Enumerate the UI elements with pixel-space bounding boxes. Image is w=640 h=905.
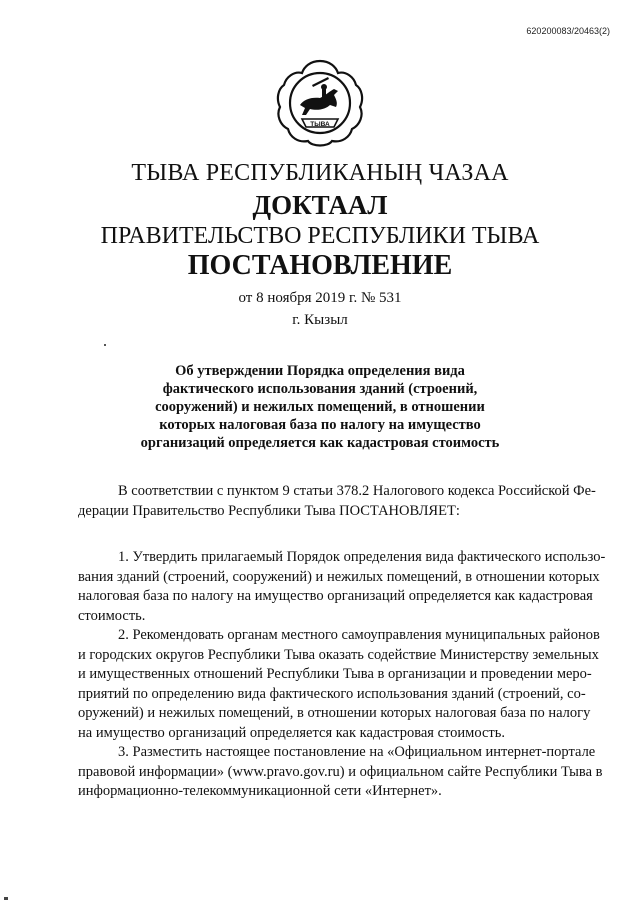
preamble-line: дерации Правительство Республики Тыва ПОСТАНОВЛЯЕТ: xyxy=(78,502,460,519)
item-3-paragraph xyxy=(78,743,603,802)
title-line: Об утверждении Порядка определения вида xyxy=(175,363,465,379)
heading-resolution: ПОСТАНОВЛЕНИЕ xyxy=(187,250,453,281)
item-line: 1. Утвердить прилагаемый Порядок определения вида фактического использо- xyxy=(118,549,606,565)
item-line: оружений) и нежилых помещений, в отношении которых налоговая база по налогу xyxy=(78,705,591,721)
scan-edge-mark xyxy=(4,897,8,900)
item-line: информационно-телекоммуникационной сети «Интернет». xyxy=(78,783,442,799)
item-line: 3. Разместить настоящее постановление на «Официальном интернет-портале xyxy=(118,744,596,760)
scan-speck xyxy=(104,344,106,346)
item-1-paragraph xyxy=(78,548,606,626)
item-line: правовой информации» (www.pravo.gov.ru) и официальном сайте Республики Тыва в xyxy=(78,763,603,780)
document-title xyxy=(140,362,500,452)
item-2-paragraph xyxy=(78,626,600,743)
preamble-line: В соответствии с пунктом 9 статьи 378.2 Налогового кодекса Российской Фе- xyxy=(118,483,596,499)
tyva-emblem-icon xyxy=(272,55,368,151)
title-line: организаций определяется как кадастровая стоимость xyxy=(140,435,500,451)
title-line: сооружений) и нежилых помещений, в отношении xyxy=(155,399,485,415)
item-line: 2. Рекомендовать органам местного самоуправления муниципальных районов xyxy=(118,627,600,643)
document-city: г. Кызыл xyxy=(292,312,348,328)
document-id: 620200083/20463(2) xyxy=(526,26,610,36)
heading-doktaal: ДОКТААЛ xyxy=(252,190,388,220)
document-date: от 8 ноября 2019 г. № 531 xyxy=(238,290,402,306)
item-line: и имущественных отношений Республики Тыва в организации и проведении меро- xyxy=(78,666,592,682)
item-line: на имущество организаций определяется как кадастровая стоимость. xyxy=(78,724,505,741)
heading-tyva: ТЫВА РЕСПУБЛИКАНЫҢ ЧАЗАА xyxy=(131,160,509,186)
emblem-ribbon-label: ТЫВА xyxy=(310,121,330,128)
item-line: налоговая база по налогу на имущество организаций определяется как кадастровая xyxy=(78,588,593,604)
item-line: и городских округов Республики Тыва оказать содействие Министерству земельных xyxy=(78,646,599,663)
item-line: приятий по определению вида фактического использования зданий (строений, со- xyxy=(78,685,586,702)
heading-government: ПРАВИТЕЛЬСТВО РЕСПУБЛИКИ ТЫВА xyxy=(100,223,540,249)
item-line: вания зданий (строений, сооружений) и нежилых помещений, в отношении которых xyxy=(78,568,600,585)
title-line: которых налоговая база по налогу на имущество xyxy=(159,417,481,433)
preamble-paragraph xyxy=(78,482,596,521)
item-line: стоимость. xyxy=(78,607,146,624)
title-line: фактического использования зданий (строений, xyxy=(162,381,478,397)
